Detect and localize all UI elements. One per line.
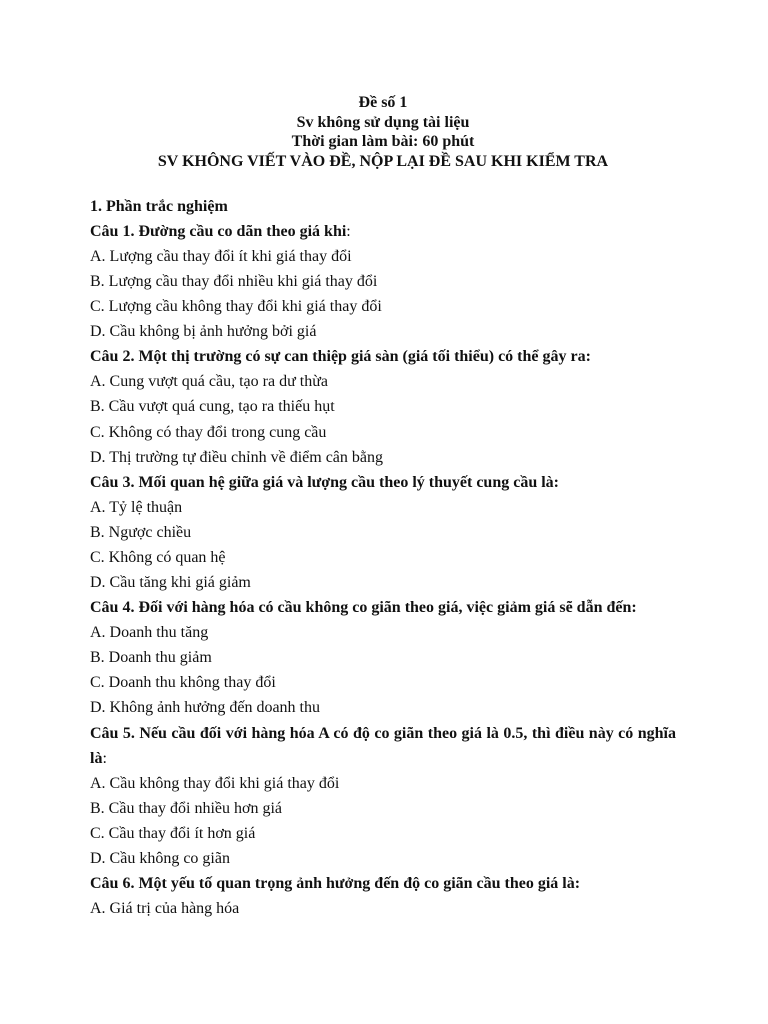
answer-option-b: B. Lượng cầu thay đổi nhiều khi giá thay đổi	[90, 273, 378, 291]
time-limit: Thời gian làm bài: 60 phút	[291, 133, 475, 150]
section-title: 1. Phần trắc nghiệm	[90, 198, 228, 215]
question-title: Câu 4. Đối với hàng hóa có cầu không co giãn theo giá, việc giảm giá sẽ dẫn đến:	[90, 599, 637, 617]
question-6	[90, 871, 676, 921]
question-2	[90, 344, 676, 469]
submission-instruction: SV KHÔNG VIẾT VÀO ĐỀ, NỘP LẠI ĐỀ SAU KHI KIỂM TRA	[157, 152, 609, 170]
exam-number: Đề số 1	[358, 94, 408, 111]
spacer	[90, 171, 676, 194]
materials-rule: Sv không sử dụng tài liệu	[296, 113, 470, 131]
question-title: Câu 6. Một yếu tố quan trọng ảnh hưởng đến độ co giãn cầu theo giá là:	[90, 874, 581, 892]
question-title: Câu 2. Một thị trường có sự can thiệp giá sàn (giá tối thiểu) có thể gây ra:	[90, 348, 591, 366]
answer-option-c: C. Không có thay đổi trong cung cầu	[90, 423, 327, 441]
question-4	[90, 595, 676, 720]
answer-option-b: B. Cầu vượt quá cung, tạo ra thiếu hụt	[90, 398, 335, 416]
answer-option-a: A. Cầu không thay đổi khi giá thay đổi	[90, 774, 340, 792]
answer-option-d: D. Cầu không bị ảnh hưởng bởi giá	[90, 323, 317, 341]
exam-page	[90, 93, 676, 921]
answer-option-b: B. Ngược chiều	[90, 523, 192, 541]
answer-option-a: A. Lượng cầu thay đổi ít khi giá thay đổi	[90, 248, 352, 265]
question-5	[90, 721, 676, 871]
question-title: Câu 3. Mối quan hệ giữa giá và lượng cầu theo lý thuyết cung cầu là:	[90, 473, 559, 491]
answer-option-d: D. Cầu không co giãn	[90, 849, 230, 867]
answer-option-b: B. Doanh thu giảm	[90, 649, 212, 667]
answer-option-d: D. Không ảnh hưởng đến doanh thu	[90, 699, 320, 717]
answer-option-c: C. Lượng cầu không thay đổi khi giá thay đổi	[90, 298, 382, 316]
question-3	[90, 470, 676, 595]
answer-option-a: A. Giá trị của hàng hóa	[90, 899, 240, 917]
answer-option-a: A. Doanh thu tăng	[90, 624, 209, 642]
answer-option-d: D. Thị trường tự điều chỉnh về điểm cân bằng	[90, 448, 383, 466]
exam-header	[90, 93, 676, 171]
question-title: Câu 5. Nếu cầu đối với hàng hóa A có độ co giãn theo giá là 0.5, thì điều này có nghĩa là:	[90, 724, 676, 767]
answer-option-c: C. Doanh thu không thay đổi	[90, 674, 276, 692]
answer-option-d: D. Cầu tăng khi giá giảm	[90, 574, 251, 592]
answer-option-a: A. Cung vượt quá cầu, tạo ra dư thừa	[90, 373, 328, 391]
answer-option-c: C. Cầu thay đổi ít hơn giá	[90, 824, 256, 842]
question-title: Câu 1. Đường cầu co dãn theo giá khi:	[90, 223, 351, 240]
answer-option-c: C. Không có quan hệ	[90, 548, 226, 566]
answer-option-b: B. Cầu thay đổi nhiều hơn giá	[90, 799, 282, 817]
question-1	[90, 219, 676, 344]
answer-option-a: A. Tỷ lệ thuận	[90, 498, 183, 516]
